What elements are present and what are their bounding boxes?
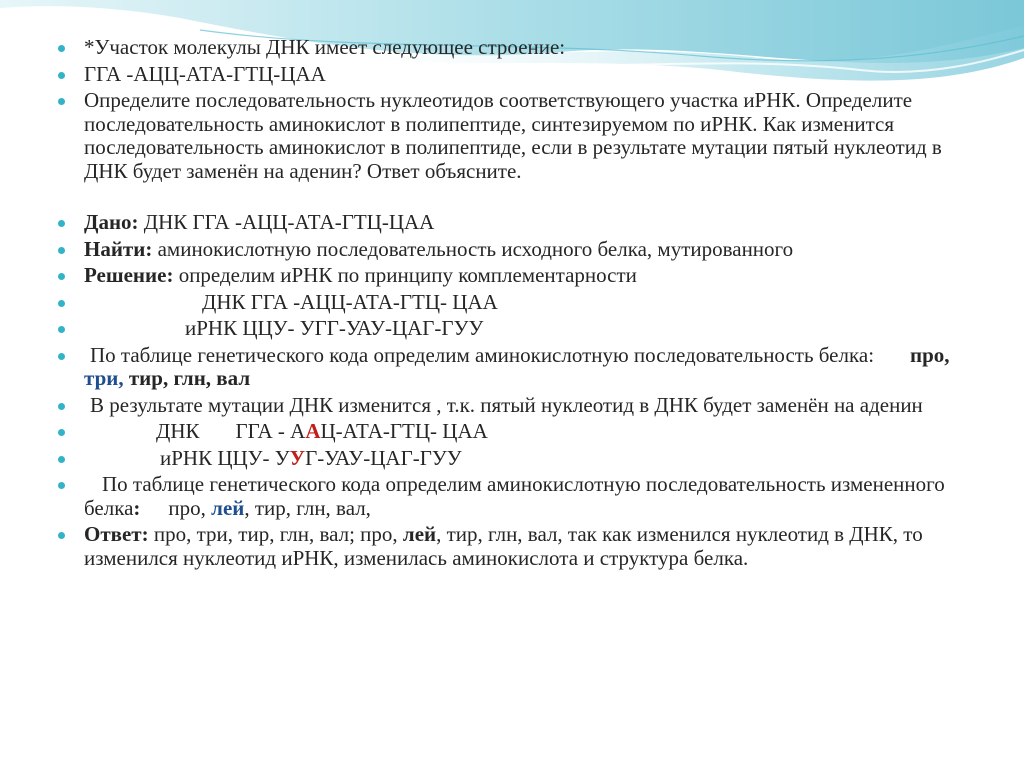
dna-mutated-nucleotide: А [305,419,321,443]
given-label: Дано: [84,210,139,234]
mutation-line [56,394,986,418]
answer-text-1: про, три, тир, глн, вал; про, [148,522,403,546]
find-label: Найти: [84,236,153,261]
mrna-mutated-line [56,447,986,471]
dna-mutated-label: ДНК [156,419,200,443]
answer-lei: лей [402,522,437,546]
given-text: ДНК ГГА -АЦЦ-АТА-ГТЦ-ЦАА [138,210,435,234]
dna-mutated-line [56,420,986,444]
task-dna-sequence [56,63,986,87]
task-intro [56,36,986,60]
answer-label: Ответ: [84,522,149,546]
solution-line [56,264,986,288]
answer-text-2: , тир, глн, вал, так как изменился нуклеотид в ДНК, то изменился нуклеотид иРНК, изменилась аминокислота и структура белка. [84,522,923,570]
mrna-mutated-nucleotide: У [289,445,306,470]
protein-mutated-colon: : [133,495,141,520]
amino-tri: три, [84,366,124,390]
dna-original-text: ДНК ГГА -АЦЦ-АТА-ГТЦ- ЦАА [202,289,498,314]
amino-pro-2: про, [168,495,206,520]
dna-original-line [56,291,986,315]
mutation-text: В результате мутации ДНК изменится , т.к. пятый нуклеотид в ДНК будет заменён на аденин [90,392,923,417]
dna-mutated-part2: Ц-АТА-ГТЦ- ЦАА [320,419,488,443]
task-question [56,89,986,183]
mrna-mutated-part2: Г-УАУ-ЦАГ-ГУУ [305,445,462,470]
slide-content [56,36,986,570]
answer-line [56,523,986,570]
protein-original-text: По таблице генетического кода определим аминокислотную последовательность белка: [90,342,875,367]
mrna-mutated-part1: иРНК ЦЦУ- У [160,445,290,470]
amino-lei: лей [211,495,245,520]
protein-original-line [56,344,986,391]
amino-pro: про, [910,342,950,367]
protein-mutated-text: По таблице генетического кода определим аминокислотную последовательность измененного белка [84,472,945,520]
task-intro-text: *Участок молекулы ДНК имеет следующее строение: [84,35,566,59]
dna-mutated-part1: ГГА - А [235,419,306,443]
protein-mutated-line [56,473,986,520]
solution-text: определим иРНК по принципу комплементарности [173,263,637,287]
given-line [56,211,986,235]
mrna-original-text: иРНК ЦЦУ- УГГ-УАУ-ЦАГ-ГУУ [185,316,484,340]
solution-label: Решение: [84,263,174,287]
mrna-original-line [56,317,986,341]
task-dna-sequence-text: ГГА -АЦЦ-АТА-ГТЦ-ЦАА [84,61,326,86]
amino-rest: тир, глн, вал [128,366,251,390]
find-text: аминокислотную последовательность исходного белка, мутированного [152,236,794,261]
find-line [56,238,986,262]
task-question-text: Определите последовательность нуклеотидов соответствующего участка иРНК. Определите последовательность аминокислот в полипептиде, синтезируемом по иРНК. Как изменится последовательность аминокислот в полипептиде, если в результате мутации пятый нуклеотид в ДНК будет заменён на аденин? Ответ объясните. [84,88,942,183]
amino-rest-2: , тир, глн, вал, [244,495,371,520]
